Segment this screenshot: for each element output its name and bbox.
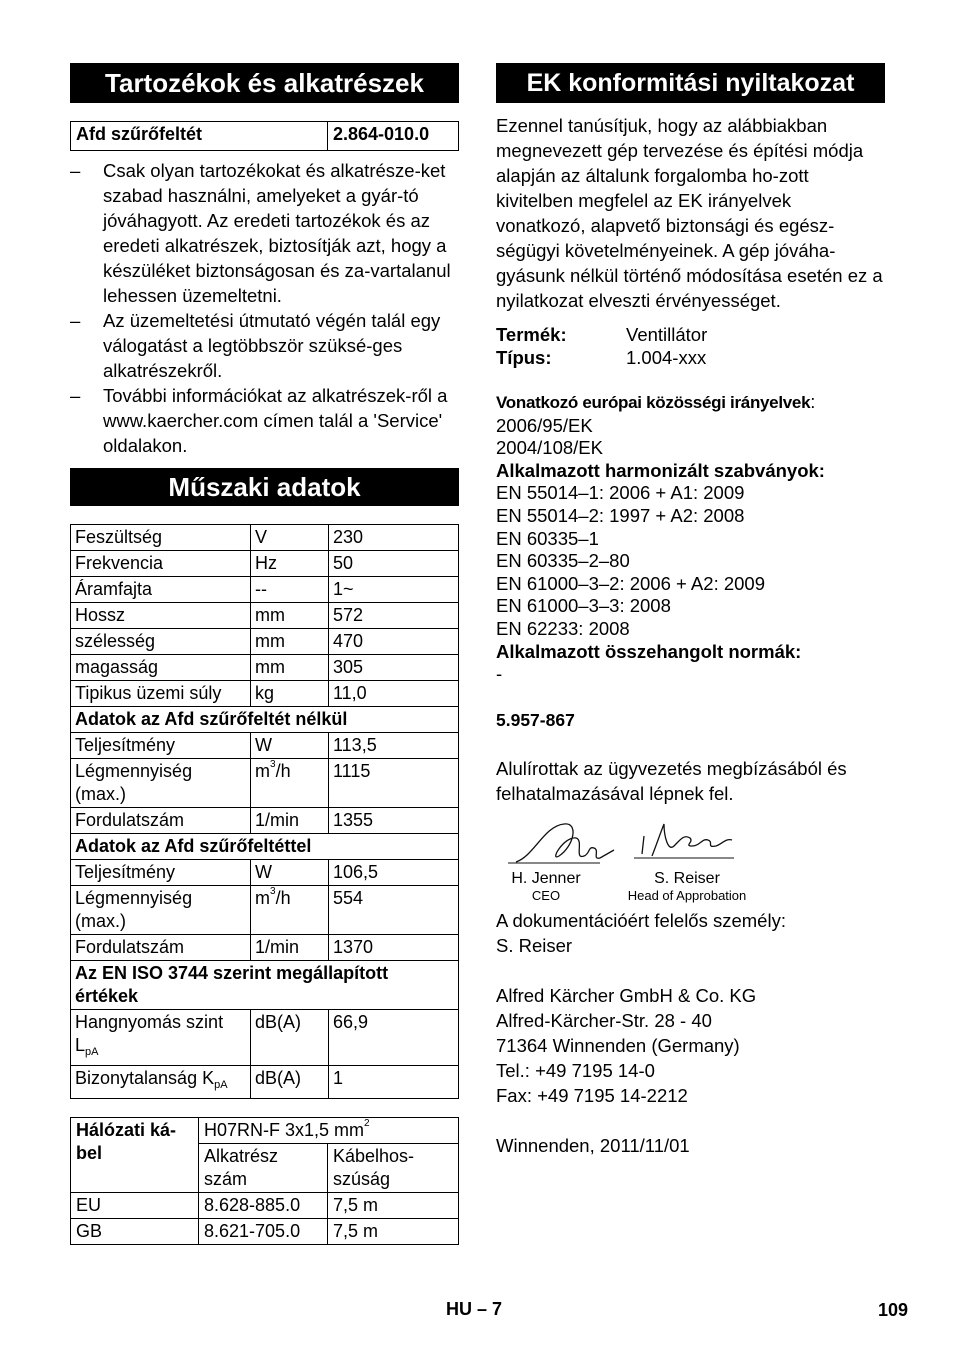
declaration-intro: Ezennel tanúsítjuk, hogy az alábbiakban megnevezett gép tervezése és építési módja alapján az általunk forgalomba ho-zott kivitelben megfelel az EK irányelvek vonatkozó, alapvető biztonsági és egész-ségügyi követelményeinek. A gép jóváha-gyásunk nélkül történő módosítása esetén ez a nyilatkozat elveszti érvényességet. (496, 115, 883, 311)
table-row: Teljesítmény W 113,5 (71, 733, 459, 759)
table-row: Hangnyomás szint $L_{pA}$ dB(A) 66,9 (71, 1010, 459, 1066)
table-row: Teljesítmény W 106,5 (71, 860, 459, 886)
accessories-notes (70, 158, 459, 458)
document-number: 5.957-867 (496, 709, 575, 730)
product-row: Termék: Ventillátor (496, 324, 708, 345)
table-row (71, 122, 459, 151)
spec-value: 305 (329, 655, 459, 681)
signature-statement: Alulírottak az ügyvezetés megbízásából és felhatalmazásával lépnek fel. (496, 757, 847, 804)
cable-table (70, 1117, 459, 1245)
accessories-heading: Tartozékok és alkatrészek (70, 63, 459, 103)
table-row: Alkatrész szám Kábelhos-szúság (71, 1144, 459, 1193)
table-section-row: Adatok az Afd szűrőfeltét nélkül (71, 707, 459, 733)
table-row (71, 1118, 459, 1144)
spec-value: 1~ (329, 577, 459, 603)
table-row (71, 681, 459, 707)
accessory-name: Afd szűrőfeltét (71, 122, 328, 151)
tech-data-heading: Műszaki adatok (70, 468, 459, 506)
spec-label: szélesség (71, 629, 251, 655)
signer-reiser: S. Reiser Head of Approbation (627, 869, 747, 903)
spec-unit: mm (251, 629, 329, 655)
spec-unit: Hz (251, 551, 329, 577)
table-row (71, 551, 459, 577)
accessories-table (70, 121, 459, 151)
spec-label: Tipikus üzemi súly (71, 681, 251, 707)
declaration-heading: EK konformitási nyiltakozat (496, 63, 885, 103)
spec-label: Hossz (71, 603, 251, 629)
spec-unit: mm (251, 655, 329, 681)
list-item: – Csak olyan tartozékokat és alkatrésze-ket szabad használni, amelyeket a gyár-tó jóváhagyott. Az eredeti tartozékok és az eredeti alkatrészek, biztosítják azt, hogy a készüléket biztonságosan és za-vartalanul lehessen üzemeltetni. (70, 160, 451, 306)
spec-value: 572 (329, 603, 459, 629)
table-row: Légmennyiség (max.) $m^3/h$ 1115 (71, 759, 459, 808)
section-footer: HU – 7 (446, 1299, 503, 1319)
spec-value: 470 (329, 629, 459, 655)
spec-label: Áramfajta (71, 577, 251, 603)
table-row: GB 8.621-705.0 7,5 m (71, 1219, 459, 1245)
signature-graphic (504, 816, 764, 876)
table-row: Légmennyiség (max.) $m^3/h$ 554 (71, 886, 459, 935)
list-item: – További információkat az alkatrészek-ről a www.kaercher.com címen talál a 'Service' oldalakon. (70, 385, 448, 456)
cable-type: H07RN-F 3x1,5 $mm^2$ (199, 1118, 459, 1144)
right-column (496, 63, 885, 1158)
spec-value: 50 (329, 551, 459, 577)
list-item: – Az üzemeltetési útmutató végén talál egy válogatást a legtöbbször szüksé-ges alkatrészekről. (70, 310, 441, 381)
table-row: Fordulatszám 1/min 1355 (71, 808, 459, 834)
accessory-code: 2.864-010.0 (328, 122, 459, 151)
signatures (496, 820, 885, 910)
page-number: 109 (878, 1300, 909, 1320)
table-row (71, 577, 459, 603)
spec-label: Frekvencia (71, 551, 251, 577)
cable-label: Hálózati ká-bel (71, 1118, 199, 1193)
spec-unit: V (251, 525, 329, 551)
responsible-person: A dokumentációért felelős személy: S. Reiser (496, 909, 786, 956)
table-row (71, 603, 459, 629)
signer-jenner: H. Jenner CEO (511, 869, 581, 903)
standards-list: Vonatkozó európai közösségi irányelvek: 2006/95/EK 2004/108/EK Alkalmazott harmonizált szabványok: EN 55014–1: 2006 + A1: 2009 EN 55014–2: 1997 + A2: 2008 EN 60335–1 EN 60335–2–80 EN 61000–3–2: 2006 + A2: 2009 EN 61000–3–3: 2008 EN 62233: 2008 Alkalmazott összehangolt normák: - (496, 391, 825, 685)
table-section-row: Adatok az Afd szűrőfeltéttel (71, 834, 459, 860)
table-row (71, 629, 459, 655)
spec-unit: -- (251, 577, 329, 603)
place-date: Winnenden, 2011/11/01 (496, 1134, 690, 1156)
spec-unit: kg (251, 681, 329, 707)
spec-label: magasság (71, 655, 251, 681)
spec-label: Feszültség (71, 525, 251, 551)
type-row: Típus: 1.004-xxx (496, 347, 707, 368)
company-address: Alfred Kärcher GmbH & Co. KG Alfred-Kärcher-Str. 28 - 40 71364 Winnenden (Germany) Tel.: +49 7195 14-0 Fax: +49 7195 14-2212 (496, 984, 757, 1106)
spec-value: 11,0 (329, 681, 459, 707)
spec-unit: mm (251, 603, 329, 629)
table-row: Bizonytalanság $K_{pA}$ dB(A) 1 (71, 1066, 459, 1099)
table-row: EU 8.628-885.0 7,5 m (71, 1193, 459, 1219)
table-section-row: Az EN ISO 3744 szerint megállapított értékek (71, 961, 459, 1010)
table-row (71, 655, 459, 681)
table-row: Fordulatszám 1/min 1370 (71, 935, 459, 961)
left-column (70, 63, 459, 1245)
spec-value: 230 (329, 525, 459, 551)
table-row (71, 525, 459, 551)
tech-data-table (70, 524, 459, 1099)
